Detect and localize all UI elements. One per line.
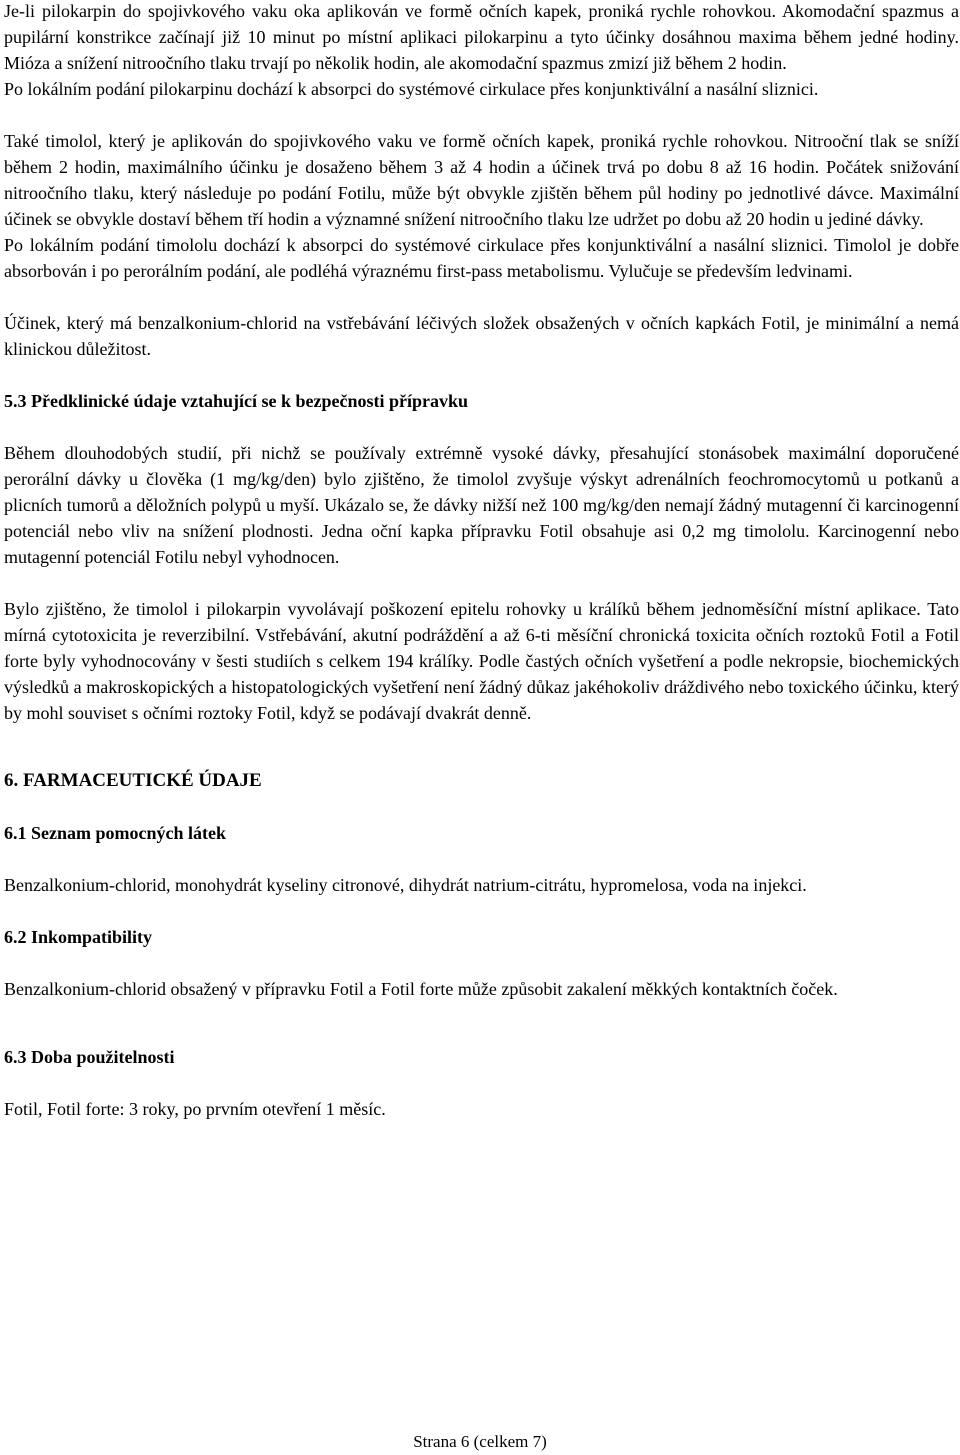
heading-6-3: 6.3 Doba použitelnosti (4, 1047, 175, 1067)
heading-6-1: 6.1 Seznam pomocných látek (4, 823, 226, 843)
spacer (4, 846, 959, 872)
heading-6-pharmaceutical-data: 6. FARMACEUTICKÉ ÚDAJE (4, 770, 262, 791)
spacer (4, 726, 959, 768)
spacer (4, 1070, 959, 1096)
spacer (4, 414, 959, 440)
paragraph-incompatibilities: Benzalkonium-chlorid obsažený v přípravku Fotil a Fotil forte může způsobit zakalení měkkých kontaktních čoček. (4, 979, 838, 999)
spacer (4, 102, 959, 128)
paragraph-preclinical-toxicity: Bylo zjištěno, že timolol i pilokarpin vyvolávají poškození epitelu rohovky u králíků během jednoměsíční místní aplikace. Tato mírná cytotoxicita je reverzibilní. Vstřebávání, akutní podráždění a až 6-ti měsíční chronická toxicita očních roztoků Fotil a Fotil forte byly vyhodnocovány v šesti studiích s celkem 194 králíky. Podle častých očních vyšetření a podle nekropsie, biochemických výsledků a makroskopických a histopatologických vyšetření není žádný důkaz jakéhokoliv dráždivého nebo toxického účinku, který by mohl souviset s očními roztoky Fotil, když se podávají dvakrát denně. (4, 599, 959, 723)
paragraph-excipients: Benzalkonium-chlorid, monohydrát kyseliny citronové, dihydrát natrium-citrátu, hypromelosa, voda na injekci. (4, 875, 807, 895)
spacer (4, 362, 959, 388)
paragraph-timolol-systemic: Po lokálním podání timololu dochází k absorpci do systémové cirkulace přes konjunktivální a nasální sliznici. Timolol je dobře absorbován i po perorálním podání, ale podléhá výraznému first-pass metabolismu. Vylučuje se především ledvinami. (4, 235, 959, 281)
paragraph-pilocarpine-absorption: Je-li pilokarpin do spojivkového vaku oka aplikován ve formě očních kapek, proniká rychle rohovkou. Akomodační spazmus a pupilární konstrikce začínají již 10 minut po místní aplikaci pilokarpinu a tyto účinky dosáhnou maxima během jedné hodiny. Mióza a snížení nitroočního tlaku trvají po několik hodin, ale akomodační spazmus zmizí již během 2 hodin. (4, 1, 959, 73)
heading-5-3: 5.3 Předklinické údaje vztahující se k bezpečnosti přípravku (4, 391, 469, 411)
paragraph-timolol-absorption: Také timolol, který je aplikován do spojivkového vaku ve formě očních kapek, proniká rychle rohovkou. Nitrooční tlak se sníží během 2 hodin, maximálního účinku je dosaženo během 3 až 4 hodin a účinek trvá po dobu 8 až 16 hodin. Počátek snižování nitroočního tlaku, který následuje po podání Fotilu, může být obvykle zjištěn během půl hodiny po jednotlivé dávce. Maximální účinek se obvykle dostaví během tří hodin a významné snížení nitroočního tlaku lze udržet po dobu až 20 hodin u jediné dávky. (4, 131, 959, 229)
spacer (4, 950, 959, 976)
spacer (4, 284, 959, 310)
spacer (4, 570, 959, 596)
spacer (4, 1002, 959, 1044)
heading-6-2: 6.2 Inkompatibility (4, 927, 153, 947)
spacer (4, 794, 959, 820)
paragraph-benzalkonium: Účinek, který má benzalkonium-chlorid na vstřebávání léčivých složek obsažených v očních kapkách Fotil, je minimální a nemá klinickou důležitost. (4, 313, 959, 359)
document-page (4, 0, 959, 1122)
paragraph-shelf-life: Fotil, Fotil forte: 3 roky, po prvním otevření 1 měsíc. (4, 1099, 386, 1119)
paragraph-preclinical-carcinogenicity: Během dlouhodobých studií, při nichž se používaly extrémně vysoké dávky, přesahující stonásobek maximální doporučené perorální dávky u člověka (1 mg/kg/den) bylo zjištěno, že timolol zvyšuje výskyt adrenálních feochromocytomů u potkanů a plicních tumorů a děložních polypů u myší. Ukázalo se, že dávky nižší než 100 mg/kg/den nemají žádný mutagenní či karcinogenní potenciál nebo vliv na snížení plodnosti. Jedna oční kapka přípravku Fotil obsahuje asi 0,2 mg timololu. Karcinogenní nebo mutagenní potenciál Fotilu nebyl vyhodnocen. (4, 443, 959, 567)
spacer (4, 898, 959, 924)
paragraph-pilocarpine-systemic: Po lokálním podání pilokarpinu dochází k absorpci do systémové cirkulace přes konjunktivální a nasální sliznici. (4, 79, 819, 99)
page-footer: Strana 6 (celkem 7) (413, 1432, 547, 1451)
